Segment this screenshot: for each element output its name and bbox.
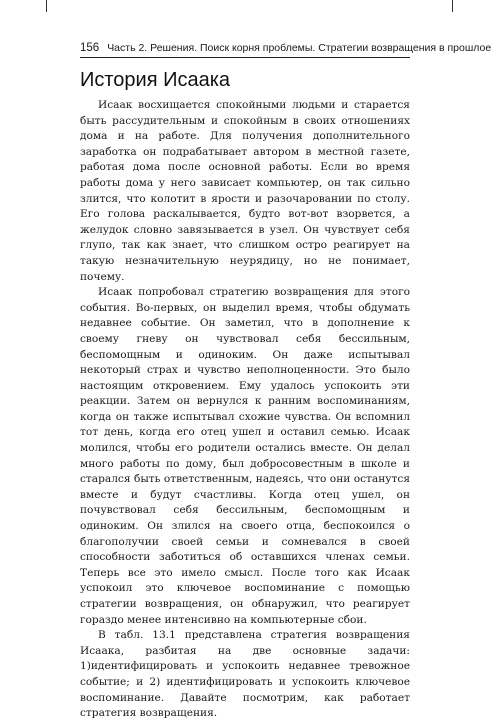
running-title: Часть 2. Решения. Поиск корня проблемы. Стратегии возвращения в прошлое — [107, 42, 492, 54]
book-page — [80, 42, 492, 722]
paragraph-3: В табл. 13.1 представлена стратегия возвращения Исаака, разбитая на две основные задачи: 1)идентифицировать и успокоить недавнее тревожное событие; и 2) идентифицировать и успокоить ключевое воспоминание. Давайте посмотрим, как работает стратегия возвращения. — [80, 629, 410, 720]
crop-mark-right — [452, 0, 453, 12]
paragraph-2: Исаак попробовал стратегию возвращения для этого события. Во-первых, он выделил время, чтобы обдумать недавнее событие. Он заметил, что в дополнение к своему гневу он чувствовал себя бессильным, беспомощным и одиноким. Он даже испытывал некоторый страх и чувство неполноценности. Это было настоящим откровением. Ему удалось успокоить эти реакции. Затем он вернулся к ранним воспоминаниям, когда он также испытывал схожие чувства. Он вспомнил тот день, когда его отец ушел и оставил семью. Исаак молился, чтобы его родители остались вместе. Он делал много работы по дому, был добросовестным в школе и старался быть ответственным, надеясь, что они останутся вместе и будут счастливы. Когда отец ушел, он почувствовал себя бессильным, беспомощным и одиноким. Он злился на своего отца, беспокоился о благополучии своей семьи и сомневался в своей способности заботиться об оставшихся членах семьи. Теперь все это имело смысл. После того как Исаак успокоил это ключевое воспоминание с помощью стратегии возвращения, он обнаружил, что реагирует гораздо менее интенсивно на компьютерные сбои. — [80, 286, 410, 626]
body-text — [80, 98, 410, 722]
crop-mark-left — [46, 0, 47, 12]
page-number: 156 — [80, 42, 100, 54]
section-title: История Исаака — [80, 69, 231, 91]
running-header — [80, 42, 492, 58]
paragraph-1: Исаак восхищается спокойными людьми и старается быть рассудительным и спокойным в своих отношениях дома и на работе. Для получения дополнительного заработка он подрабатывает автором в местной газете, работая дома после основной работы. Если во время работы дома у него зависает компьютер, он так сильно злится, что колотит в ярости и разочаровании по столу. Его голова раскалывается, будто вот-вот взорвется, а желудок словно завязывается в узел. Он чувствует себя глупо, так как знает, что слишком остро реагирует на такую незначительную неурядицу, но не понимает, почему. — [80, 99, 410, 283]
